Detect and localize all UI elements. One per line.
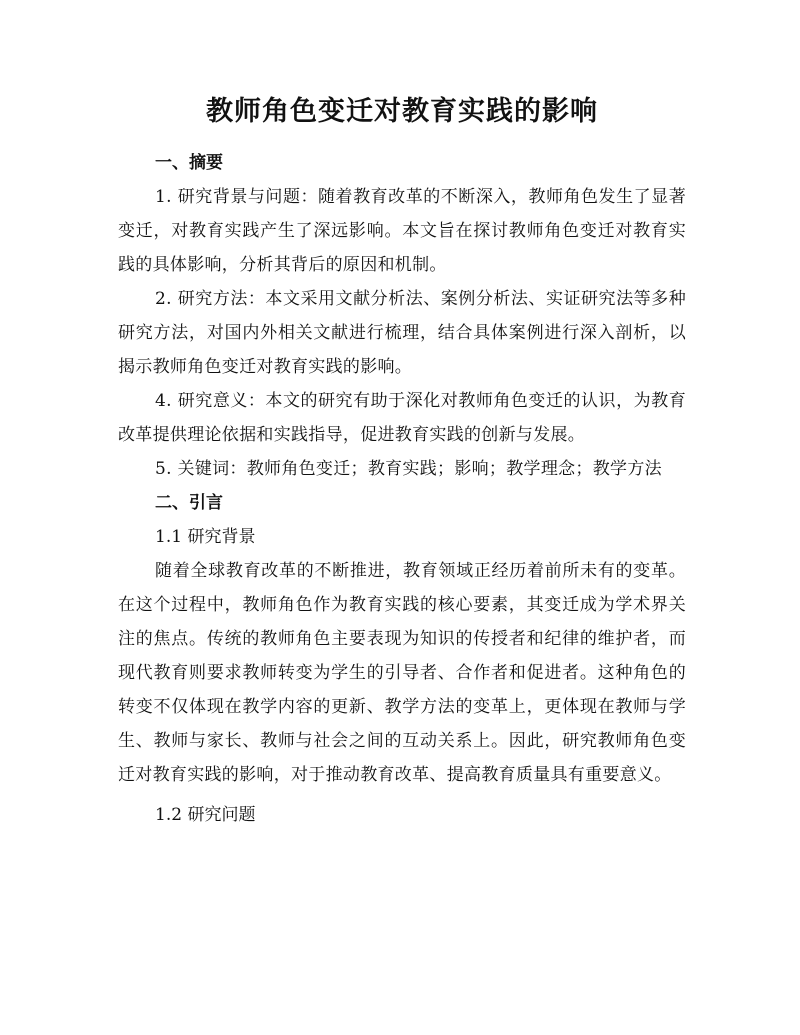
section-heading-abstract: 一、摘要 [155, 153, 223, 173]
document-body [118, 146, 686, 832]
background-paragraph: 随着全球教育改革的不断推进，教育领域正经历着前所未有的变革。在这个过程中，教师角色作为教育实践的核心要素，其变迁成为学术界关注的焦点。传统的教师角色主要表现为知识的传授者和纪律的维护者，而现代教育则要求教师转变为学生的引导者、合作者和促进者。这种角色的转变不仅体现在教学内容的更新、教学方法的变革上，更体现在教师与学生、教师与家长、教师与社会之间的互动关系上。因此，研究教师角色变迁对教育实践的影响，对于推动教育改革、提高教育质量具有重要意义。 [118, 561, 686, 785]
abstract-item-keywords: 5. 关键词：教师角色变迁；教育实践；影响；教学理念；教学方法 [155, 459, 662, 479]
subsection-heading-research-questions: 1.2 研究问题 [155, 805, 256, 825]
abstract-item-methods: 2. 研究方法：本文采用文献分析法、案例分析法、实证研究法等多种研究方法，对国内外相关文献进行梳理，结合具体案例进行深入剖析，以揭示教师角色变迁对教育实践的影响。 [118, 289, 686, 377]
subsection-heading-background: 1.1 研究背景 [155, 527, 256, 547]
abstract-item-background: 1. 研究背景与问题：随着教育改革的不断深入，教师角色发生了显著变迁，对教育实践产生了深远影响。本文旨在探讨教师角色变迁对教育实践的具体影响，分析其背后的原因和机制。 [118, 187, 686, 275]
abstract-item-significance: 4. 研究意义：本文的研究有助于深化对教师角色变迁的认识，为教育改革提供理论依据和实践指导，促进教育实践的创新与发展。 [118, 391, 686, 445]
document-title: 教师角色变迁对教育实践的影响 [206, 96, 598, 127]
section-heading-introduction: 二、引言 [155, 493, 223, 513]
